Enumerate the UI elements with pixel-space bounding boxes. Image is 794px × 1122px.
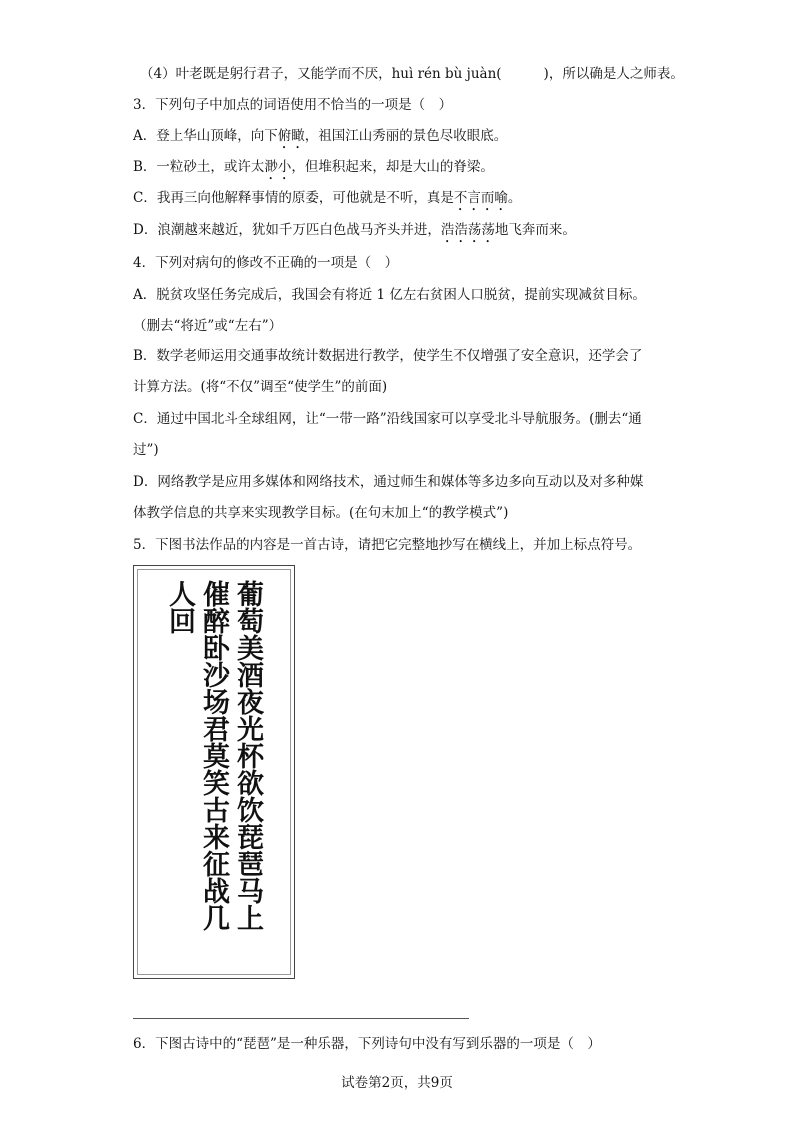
q3-option-b[interactable]: B．一粒砂土，或许太渺小，但堆积起来，却是大山的脊梁。 — [133, 159, 494, 175]
calligraphy-column-1: 葡萄美酒夜光杯欲饮琵琶马上 — [232, 580, 263, 931]
q4-option-d[interactable]: D．网络教学是应用多媒体和网络技术，通过师生和媒体等多边多向互动以及对多种媒 — [133, 474, 644, 490]
dotted-word: 渺小 — [264, 159, 292, 175]
calligraphy-image — [133, 565, 295, 979]
q3-option-d[interactable]: D．浪潮越来越近，犹如千万匹白色战马齐头并进，浩浩荡荡地飞奔而来。 — [133, 222, 576, 238]
calligraphy-column-2: 催醉卧沙场君莫笑古来征战几 — [198, 580, 229, 931]
q5-stem: 5．下图书法作品的内容是一首古诗，请把它完整地抄写在横线上，并加上标点符号。 — [133, 537, 642, 553]
q3-option-a[interactable]: A．登上华山顶峰，向下俯瞰，祖国江山秀丽的景色尽收眼底。 — [133, 128, 508, 144]
q4-option-b[interactable]: B．数学老师运用交通事故统计数据进行教学，使学生不仅增强了安全意识，还学会了 — [133, 348, 643, 364]
q4-option-a-note: （删去“将近”或“左右”） — [133, 318, 283, 334]
q4-option-c[interactable]: C．通过中国北斗全球组网，让“一带一路”沿线国家可以享受北斗导航服务。(删去“通 — [133, 411, 642, 427]
q4-option-a[interactable]: A．脱贫攻坚任务完成后，我国会有将近 1 亿左右贫困人口脱贫，提前实现减贫目标。 — [133, 287, 646, 303]
q4-option-c-cont: 过”) — [133, 442, 159, 458]
pinyin-prompt: huì rén bù juàn( — [391, 66, 502, 82]
q2-item-4: （4）叶老既是躬行君子，又能学而不厌，huì rén bù juàn( )，所以确是人之师表。 — [140, 66, 684, 82]
q4-option-b-cont: 计算方法。(将“不仅”调至“使学生”的前面) — [133, 379, 388, 395]
dotted-word: 俯瞰 — [277, 128, 305, 144]
answer-line[interactable] — [133, 1018, 469, 1019]
calligraphy-column-3: 人回 — [164, 580, 195, 634]
page-footer: 试卷第2页，共9页 — [341, 1075, 453, 1091]
dotted-word: 浩浩荡荡 — [440, 222, 495, 238]
q6-stem: 6．下图古诗中的“琵琶”是一种乐器，下列诗句中没有写到乐器的一项是（ ） — [133, 1036, 601, 1052]
q3-option-c[interactable]: C．我再三向他解释事情的原委，可他就是不听，真是不言而喻。 — [133, 190, 522, 206]
q4-stem: 4．下列对病句的修改不正确的一项是（ ） — [133, 255, 399, 271]
dotted-word: 不言而喻 — [453, 190, 508, 206]
q3-stem: 3．下列句子中加点的词语使用不恰当的一项是（ ） — [133, 97, 453, 113]
q4-option-d-cont: 体教学信息的共享来实现教学目标。(在句末加上“的教学模式”) — [133, 505, 509, 521]
